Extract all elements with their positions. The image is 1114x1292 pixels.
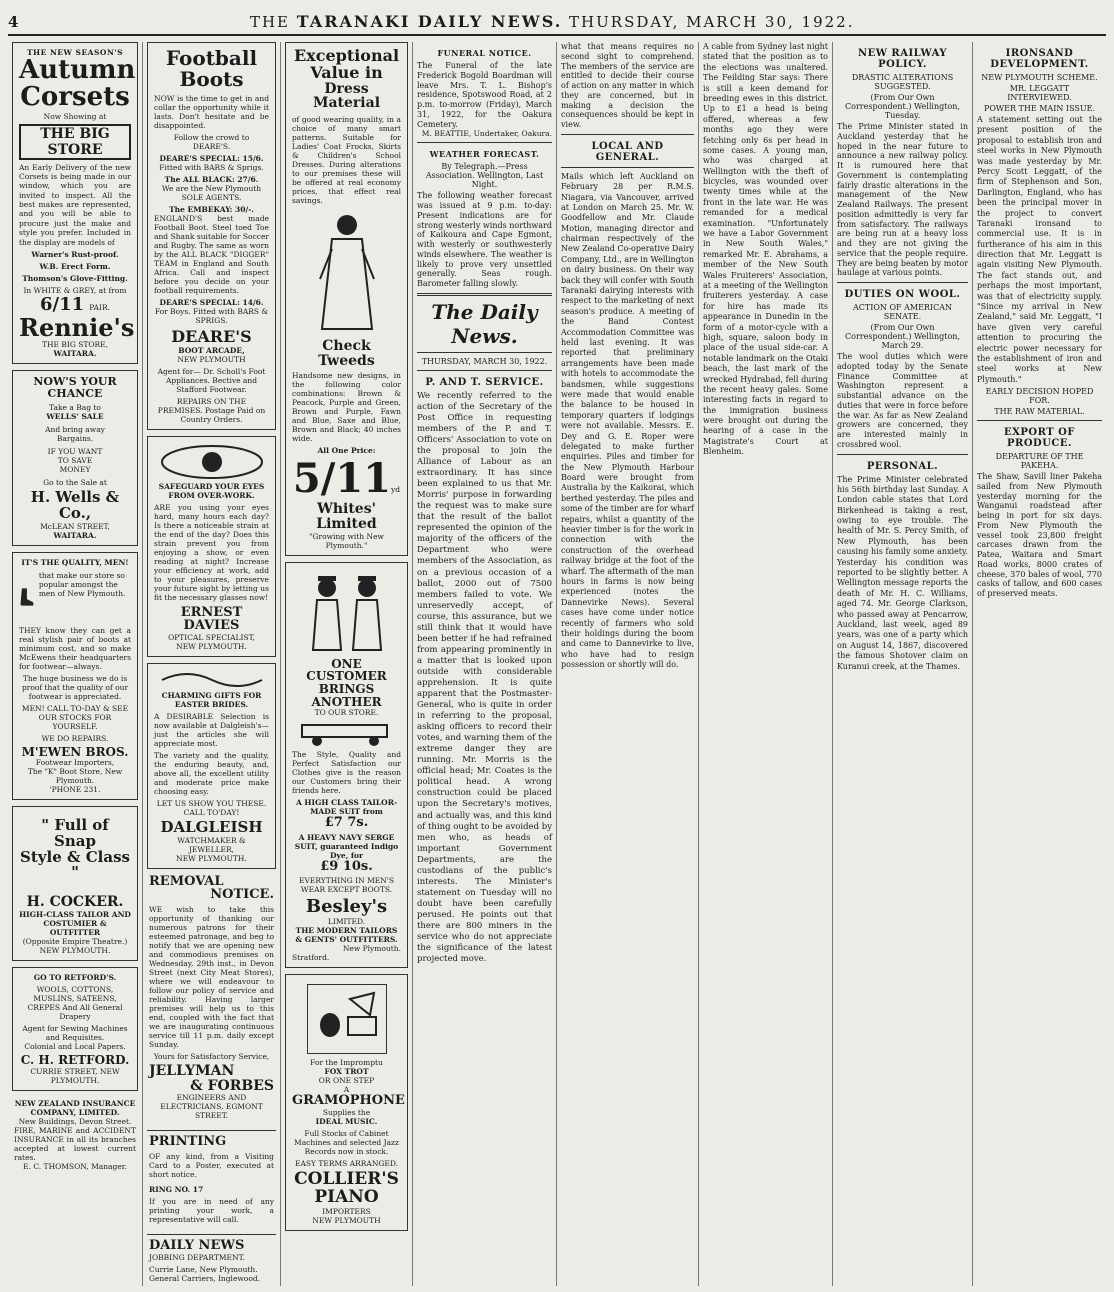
gift-ornament-icon xyxy=(157,669,267,691)
editorial-heading: P. AND T. SERVICE. xyxy=(425,376,544,388)
masthead xyxy=(8,6,1106,36)
railway-subheading: DRASTIC ALTERATIONS SUGGESTED. xyxy=(851,73,954,91)
column-6 xyxy=(698,42,832,1286)
export-body: The Shaw, Savill liner Pakeha sailed from New Plymouth yesterday morning for the Wanganui roadstead after being in port for six days. From New Plymouth the vessel took 23,800 freight carcases drawn from the Patea, Waitara and Smart Road works, 8000 crates of cheese, 370 bales of wool, 770 casks of tallow, and 600 cases of preserved meats. xyxy=(977,472,1102,599)
mcewen-ad: IT'S THE QUALITY, MEN! that make our store so popular amongst the men of New Plymouth. THEY know they can get a real stylish pair of boots at minimum cost, and so make McEwens their headquarters for footwear—always. The huge business we do is proof that the quality of our footwear is appreciated. MEN! CALL TO-DAY & SEE OUR STOCKS FOR YOURSELF. WE DO REPAIRS. M'EWEN BROS. Footwear Importers, The "K" Boot Store, New Plymouth. 'PHONE 231. xyxy=(12,552,138,801)
railway-heading: NEW RAILWAY POLICY. xyxy=(857,48,948,70)
gramophone-dog-icon xyxy=(307,984,387,1054)
wool-duties-correspondent: (From Our Own Correspondent.) Wellington, March 29. xyxy=(845,323,960,350)
personal-body: The Prime Minister celebrated his 56th birthday last Sunday. A London cable states that Lord Birkenhead is taking a rest, owing to eye trouble. The health of Mr. S. Percy Smith, of New Plymouth, has been causing his family some anxiety. Yesterday his condition was reported to be slightly better. A Wellington message reports the death of Mr. H. C. Williams, aged 74. Mr. George Clarkson, who passed away at Pencarrow, Auckland, last week, aged 89 years, was one of a party which on August 14, 1867, discovered the famous Shotover claim on Kuranui creek, at the Thames. xyxy=(837,474,968,671)
wells-sale-ad: NOW'S YOUR CHANCE Take a Bag to WELLS' SALE And bring away Bargains. IF YOU WANT TO SAVE MONEY Go to the Sale at H. Wells & Co., McLEAN STREET, WAITARA. xyxy=(12,370,138,546)
jellyman-removal-notice: REMOVAL NOTICE. WE wish to take this opportunity of thanking our numerous patrons for their esteemed patronage, and beg to notify that we are opening new and commodious premises on Wednesday, 29th inst., in Devon Street (next City Meat Stores), where we will endeavour to follow our policy of service and reliability. Having larger premises will help us to this end, coupled with the fact that we are inaugurating continuous service till 11 p.m. daily except Sunday. Yours for Satisfactory Service, JELLYMAN & FORBES ENGINEERS AND ELECTRICIANS, EGMONT STREET. xyxy=(149,873,274,1121)
ernest-davies-ad: SAFEGUARD YOUR EYES FROM OVER-WORK. ARE you using your eyes hard, many hours each day? Is there a noticeable strain at the end of the day? Does this strain prevent you from enjoying a show, or even reading at night? Increase your efficiency at work, add to your pleasures, preserve your future sight by letting us fit the necessary glasses now! ERNEST DAVIES OPTICAL SPECIALIST, NEW PLYMOUTH. xyxy=(147,436,276,657)
local-general-heading: LOCAL AND GENERAL. xyxy=(591,140,664,163)
wool-duties-body: The wool duties which were adopted today by the Senate Finance Committee at Washington represent a substantial advance on the duties that were in force before the war. As far as New Zealand growers are concerned, they are interested mainly in crossbred wool. xyxy=(837,352,968,449)
wool-duties-subheading: ACTION OF AMERICAN SENATE. xyxy=(852,303,953,321)
page-number: 4 xyxy=(8,13,19,31)
column-1 xyxy=(8,42,142,1286)
export-heading: EXPORT OF PRODUCE. xyxy=(1004,427,1075,450)
colliers-piano-ad: For the Impromptu FOX TROT OR ONE STEP A GRAMOPHONE Supplies the IDEAL MUSIC. Full Stocks of Cabinet Machines and selected Jazz Records now in stock. EASY TERMS ARRANGED. COLLIER'S PIANO IMPORTERS NEW PLYMOUTH xyxy=(285,974,408,1230)
weather-body: The following weather forecast was issued at 9 p.m. to-day: Present indications are for strong westerly winds northward of Kaikoura and Cape Egmont, with westerly or southwesterly winds elsewhere. The weather is likely to prove very unsettled generally. Seas rough. Barometer falling slowly. xyxy=(417,191,552,288)
funeral-notice-body: The Funeral of the late Frederick Bogold Boardman will leave Mrs. T. L. Bishop's residence, Spotswood Road, at 2 p.m. to-morrow (Friday), March 31, 1922, for the Oakura Cemetery. xyxy=(417,61,552,129)
column-2 xyxy=(142,42,280,1286)
ironsand-sub4: EARLY DECISION HOPED FOR. xyxy=(985,387,1094,406)
railway-body: The Prime Minister stated in Auckland yesterday that he hoped in the near future to announce a new railway policy. It is rumoured here that Government is contemplating fairly drastic alterations in the management of the New Zealand Railways. The present position admittedly is very far from satisfactory. The railways are being run at a heavy loss and they are not giving the service that the people require. They are being beaten by motor haulage at various points. xyxy=(837,122,968,278)
ironsand-sub1: NEW PLYMOUTH SCHEME. xyxy=(981,73,1098,82)
printing-ad: PRINTING OF any kind, from a Visiting Card to a Poster, executed at short notice. RING NO. 17 If you are in need of any printing your work, a representative will call. xyxy=(149,1134,274,1225)
rennies-corsets-ad: THE NEW SEASON'S Autumn Corsets Now Showing at THE BIG STORE An Early Delivery of the new Corsets is being made in our window, which you are invited to inspect. All the best makes are represented, and you will be able to procure just the make and style you prefer. Included in the display are models of Warner's Rust-proof. W.B. Erect Form. Thomson's Glove-Fitting. In WHITE & GREY, at from 6/11 PAIR. Rennie's THE BIG STORE, WAITARA. xyxy=(12,42,138,364)
besleys-ad: ONE CUSTOMER BRINGS ANOTHER TO OUR STORE. The Style, Quality and Perfect Satisfaction our Clothes give is the reason our Customers bring their friends here. A HIGH CLASS TAILOR-MADE SUIT from £7 7s. A HEAVY NAVY SERGE SUIT, guaranteed Indigo Dye, for £9 10s. EVERYTHING IN MEN'S WEAR EXCEPT BOOTS. Besley's LIMITED. THE MODERN TAILORS & GENTS' OUTFITTERS. New Plymouth. Stratford. xyxy=(285,562,408,969)
dalgleish-ad: CHARMING GIFTS FOR EASTER BRIDES. A DESIRABLE Selection is now available at Dalgleish's—just the articles she will appreciate most. The variety and the quality, the enduring beauty, and, above all, the excellent utility and moderate price make choosing easy. LET US SHOW YOU THESE. CALL TO'DAY! DALGLEISH WATCHMAKER & JEWELLER, NEW PLYMOUTH. xyxy=(147,663,276,869)
local-general-body: Mails which left Auckland on February 28 per R.M.S. Niagara, via Vancouver, arrived at London on March 25. Mr. W. Goodfellow and Mr. Claude Motion, managing director and chairman respectively of the New Zealand Co-operative Dairy Company, Ltd., are in Wellington on dairy business. On their way back they will confer with South Taranaki dairying interests with respect to the marketing of next season's produce. A meeting of the Band Contest Accommodation Committee was held last evening. It was reported that preliminary arrangements have been made with hotels to accommodate the bandsmen, while suggestions were made that would enable the balance to be housed in temporary quarters if lodgings were not available. Messrs. E. Dey and G. E. Roper were delegated to make further enquiries. Piles and timber for the New Plymouth Harbour Board were brought from Australia by the Kaikorai, which berthed yesterday. The piles and some of the timber are for wharf repairs, whilst a quantity of the heavier timber is for the work in connection with the construction of the overhead railway bridge at the foot of the wharf. The aftermath of the man hours in farms is now being experienced (notes the Dannevirke News). Several cases have come under notice recently of farmers who sold their holdings during the boom and came to Dannevirke to live, who have had to resign possession or shortly will do. xyxy=(561,171,694,670)
editorial-date: THURSDAY, MARCH 30, 1922. xyxy=(421,356,548,366)
local-general-continued: A cable from Sydney last night stated that the position as to the elections was unaltered. The Feilding Star says: There is still a keen demand for breeding ewes in this district. Up to £1 a head is being offered, whereas a few months ago they were fetching only 6s per head in some cases. A young man, who was charged at Wellington with the theft of bicycles, was wounded over twenty times while at the front in the late war. He was remanded for a medical examination. "Unfortunately we have a Labor Government in New South Wales," remarked Mr. E. Abrahams, a member of the New South Wales Fruiterers' Association, at a meeting of the Wellington fruiterers yesterday. A case for hire has made its appearance in Dunedin in the form of a motor-cycle with a high, square, saloon body in place of the usual side-car. A notable landmark on the Otaki beach, the last mark of the wrecked Hydrabad, fell during the recent heavy gales. Some interesting facts in regard to the immigration business were brought out during the hearing of a case in the Magistrate's Court at Blenheim. xyxy=(703,42,828,457)
insurance-ad: NEW ZEALAND INSURANCE COMPANY, LIMITED. New Buildings, Devon Street. FIRE, MARINE and ACCIDENT INSURANCE in all its branches accepted at lowest current rates. E. C. THOMSON, Manager. xyxy=(14,1098,136,1171)
ironsand-body: A statement setting out the present position of the proposal to establish iron and steel works in New Plymouth was made yesterday by Mr. Percy Scott Leggatt, of the firm of Stephenson and Son, Darlington, England, who has been the principal mover in the project to convert Taranaki ironsand to commercial use. It is in furtherance of his aim in this direction that Mr. Leggatt is again visiting New Plymouth. The fact stands out, and perhaps the most important, was that of electricity supply. "Since my arrival in New Zealand," said Mr. Leggatt, "I have given very careful attention to procuring the electric power necessary for the establishment of iron and steel works at New Plymouth." xyxy=(977,115,1102,384)
weather-byline: By Telegraph.—Press Association. Wellington, Last Night. xyxy=(425,162,544,190)
men-with-hats-icon xyxy=(292,568,402,658)
column-3 xyxy=(280,42,412,1286)
daily-news-ad: DAILY NEWS JOBBING DEPARTMENT. Currie Lane, New Plymouth. General Carriers, Inglewood. xyxy=(149,1238,261,1283)
weather-heading: WEATHER FORECAST. xyxy=(429,149,540,160)
column-8 xyxy=(972,42,1106,1286)
funeral-notice-sign: M. BEATTIE, Undertaker, Oakura. xyxy=(421,129,552,139)
ironsand-heading: IRONSAND DEVELOPMENT. xyxy=(990,48,1089,70)
boot-icon xyxy=(19,571,35,623)
whites-dress-material-ad: Exceptional Value in Dress Material of good wearing quality, in a choice of many smart patterns. Suitable for Ladies' Coat Frocks, Skirts & Children's School Dresses. During alterations to our premises these will be offered at real economy prices, that effect real savings. Check Tweeds Handsome new designs, in the following color combinations: Brown & Peacock, Purple and Green, Brown and Purple, Fawn and Blue, Saxe and Blue, Brown and Black; 40 inches wide. All One Price: 5/11yd Whites' Limited "Growing with New Plymouth." xyxy=(285,42,408,556)
personal-heading: PERSONAL. xyxy=(866,460,939,472)
ironsand-sub5: THE RAW MATERIAL. xyxy=(994,407,1085,417)
export-subheading: DEPARTURE OF THE PAKEHA. xyxy=(995,452,1084,471)
funeral-notice-heading: FUNERAL NOTICE. xyxy=(437,48,532,58)
column-4 xyxy=(412,42,556,1286)
column-7 xyxy=(832,42,972,1286)
cocker-ad: " Full of Snap Style & Class " H. COCKER. HIGH-CLASS TAILOR AND COSTUMIER & OUTFITTER (Opposite Empire Theatre.) NEW PLYMOUTH. xyxy=(12,806,138,961)
eye-icon xyxy=(157,442,267,482)
editorial-continued: what that means requires no second sight to comprehend. The members of the service are entitled to decide their course of action on any matter in which they are concerned, but in making a decision the consequences should be kept in view. xyxy=(561,42,694,129)
column-5 xyxy=(556,42,698,1286)
wool-duties-heading: DUTIES ON WOOL. xyxy=(844,289,961,300)
retford-ad: GO TO RETFORD'S. WOOLS, COTTONS, MUSLINS, SATEENS, CREPES And All General Drapery Agent for Sewing Machines and Requisites. Colonial and Local Papers. C. H. RETFORD. CURRIE STREET, NEW PLYMOUTH. xyxy=(12,967,138,1091)
ironsand-sub2: MR. LEGGATT INTERVIEWED. xyxy=(1007,84,1072,102)
daily-news-masthead: The Daily News. xyxy=(431,299,538,348)
lady-figure-icon xyxy=(297,209,397,339)
newspaper-title: THE TARANAKI DAILY NEWS. THURSDAY, MARCH 30, 1922. xyxy=(249,12,855,31)
motor-car-icon xyxy=(292,717,402,747)
deares-football-ad: Football Boots NOW is the time to get in and collar the opportunity while it lasts. Don't hesitate and be disappointed. Follow the crowd to DEARE'S. DEARE'S SPECIAL: 15/6. Fitted with BARS & Sprigs. The ALL BLACK: 27/6. We are the New Plymouth SOLE AGENTS. The EMBEKAY: 30/-. ENGLAND'S best made Football Boot. Steel toed Toe and Shank suitable for Soccer and Rugby. The same as worn by the ALL BLACK "DIGGER" TEAM in England and South Africa. Call and inspect before you decide on your football requirements. DEARE'S SPECIAL: 14/6. For Boys. Fitted with BARS & SPRIGS. DEARE'S BOOT ARCADE, NEW PLYMOUTH Agent for— Dr. Scholl's Foot Appliances. Bective and Stafford Footwear. REPAIRS ON THE PREMISES. Postage Paid on Country Orders. xyxy=(147,42,276,430)
ironsand-sub3: POWER THE MAIN ISSUE. xyxy=(983,104,1096,113)
editorial-body: We recently referred to the action of the Secretary of the Post Office in requesting members of the P. and T. Officers' Association to vote on the proposal to join the Alliance of Labour as an extraordinary. It has since been explained to us that Mr. Morris' purpose in forwarding the request was to make sure that the result of the ballot represented the opinion of the majority of the officers of the Department who were members of the Association, as on a previous occasion of a ballot, 2000 out of 7500 members failed to vote. We unreservedly accept, of course, this assurance, but we still think that it would have been better if he had refrained from appearing prominently in a matter that is looked upon outside with considerable apprehension. It is quite apparent that the Postmaster-General, who is quite in order in referring to the proposal, asking officers to record their votes, and warning them of the extreme danger they are running. Mr. Morris is the official head; Mr. Coates is the political head. A wrong construction could be placed upon the Secretary's motives, and actually was, and this kind of thing ought to be avoided by men who, as heads of important Government Departments, are the custodians of the public's interests. The Minister's statement on Tuesday will no doubt have been carefully perused. He points out that there are 800 miners in the service who do not appreciate the significance of the latest projected move. xyxy=(417,390,552,965)
railway-correspondent: (From Our Own Correspondent.) Wellington, Tuesday. xyxy=(845,93,960,120)
